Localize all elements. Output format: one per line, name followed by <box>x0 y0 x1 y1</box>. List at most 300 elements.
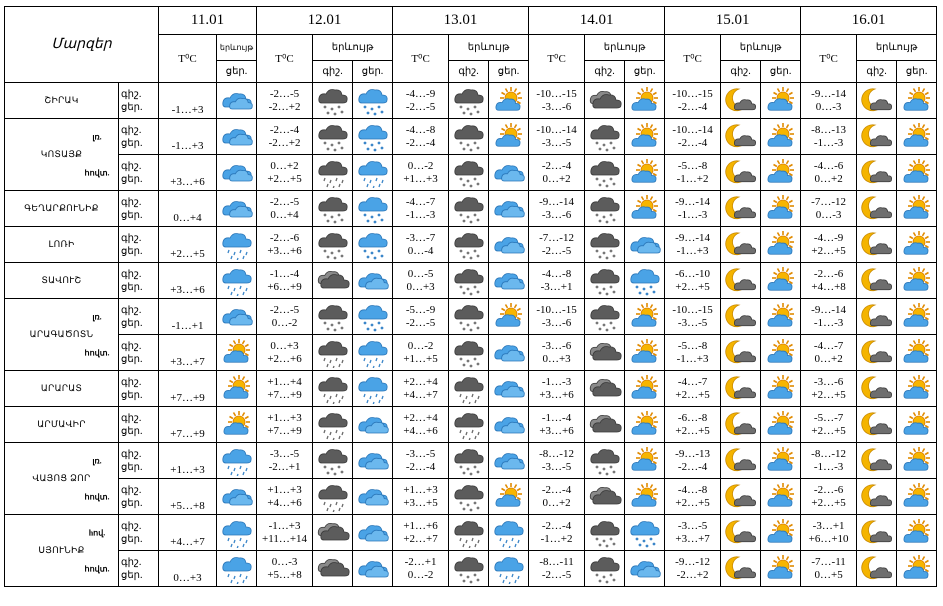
day-temp: -1…+3 <box>676 352 709 365</box>
moon-cloud-icon <box>857 479 897 515</box>
temperature-range <box>257 263 313 299</box>
temperature-range <box>801 479 857 515</box>
temperature-range <box>393 335 449 371</box>
day-temp: +2…+5 <box>675 388 710 401</box>
night-temp: 0…+3 <box>270 339 299 352</box>
region-name: ՇԻՐԱԿ <box>5 83 119 119</box>
night-label: գիշ. <box>449 61 489 83</box>
day-temp: 0…+3 <box>406 280 435 293</box>
night-temp: -8…-13 <box>811 123 846 136</box>
day-label: ցեր. <box>121 461 143 473</box>
temperature-range <box>801 155 857 191</box>
region-row <box>5 371 937 407</box>
cloud-snow-dark-icon <box>449 299 489 335</box>
temperature-day-11: -1…+1 <box>159 299 217 335</box>
phenomenon-header: երևույթ <box>857 35 937 61</box>
day-temp: 0…+2 <box>814 352 843 365</box>
cloud-rain-dark-icon <box>313 479 353 515</box>
night-temp: -8…-12 <box>539 447 574 460</box>
day-label: ցեր. <box>121 569 143 581</box>
temperature-range <box>257 299 313 335</box>
moon-cloud-icon <box>721 371 761 407</box>
cloud-rain-dark-icon <box>313 407 353 443</box>
day-temp: -1…-3 <box>677 208 708 221</box>
region-row <box>5 83 937 119</box>
temperature-day-11: +3…+7 <box>159 335 217 371</box>
temperature-range <box>665 83 721 119</box>
night-temp: -6…-10 <box>675 267 710 280</box>
day-temp: +4…+6 <box>267 496 302 509</box>
subregion-label: լռ. <box>92 456 102 465</box>
night-temp: -2…-5 <box>269 87 300 100</box>
night-temp: -7…-12 <box>811 195 846 208</box>
region-row <box>5 263 937 299</box>
temperature-day-11: +4…+7 <box>159 515 217 551</box>
sun-cloud-icon <box>897 299 937 335</box>
night-temp: -4…-8 <box>541 267 572 280</box>
cloud-icon <box>217 83 257 119</box>
temperature-range <box>665 263 721 299</box>
cloud-rain-icon <box>217 443 257 479</box>
sun-cloud-icon <box>897 227 937 263</box>
region-row <box>5 299 937 335</box>
cloud-snow-icon <box>625 263 665 299</box>
cloud-snow-dark-icon <box>585 227 625 263</box>
temperature-range <box>393 263 449 299</box>
region-name: ԱՐԱԳԱԾՈՏՆ <box>5 299 119 371</box>
night-label: գիշ. <box>121 520 142 532</box>
cloud-dark-icon <box>313 263 353 299</box>
day-temp: -3…-6 <box>541 208 572 221</box>
night-label: գիշ. <box>721 61 761 83</box>
night-temp: +1…+3 <box>267 483 302 496</box>
cloud-icon <box>489 155 529 191</box>
temperature-day-11: +2…+5 <box>159 227 217 263</box>
day-temp: -2…+2 <box>268 100 301 113</box>
date-header: 13.01 <box>393 7 529 35</box>
temperature-range <box>665 191 721 227</box>
cloud-snow-icon <box>353 299 393 335</box>
sun-cloud-icon <box>217 407 257 443</box>
temperature-range <box>801 551 857 587</box>
day-temp: +6…+9 <box>267 280 302 293</box>
phenomenon-header: երևույթ <box>585 35 665 61</box>
day-temp: +4…+7 <box>403 388 438 401</box>
sun-cloud-icon <box>625 407 665 443</box>
day-label: ցեր. <box>217 61 257 83</box>
moon-cloud-icon <box>857 155 897 191</box>
day-temp: -3…-5 <box>541 136 572 149</box>
moon-cloud-icon <box>857 551 897 587</box>
region-row <box>5 479 937 515</box>
day-label: ցեր. <box>489 61 529 83</box>
moon-cloud-icon <box>721 515 761 551</box>
forecast-table <box>4 6 937 587</box>
sun-cloud-icon <box>897 479 937 515</box>
day-temp: +1…+3 <box>403 172 438 185</box>
night-label: գիշ. <box>121 412 142 424</box>
day-temp: -2…-4 <box>677 460 708 473</box>
night-temp: -3…-5 <box>405 447 436 460</box>
night-temp: -3…-6 <box>541 339 572 352</box>
moon-cloud-icon <box>721 191 761 227</box>
night-temp: -3…-5 <box>677 519 708 532</box>
sun-cloud-icon <box>761 227 801 263</box>
period-labels <box>84 155 159 191</box>
date-header: 16.01 <box>801 7 937 35</box>
sun-cloud-icon <box>217 371 257 407</box>
temperature-range <box>257 515 313 551</box>
temperature-range <box>257 371 313 407</box>
night-label: գիշ. <box>585 61 625 83</box>
temperature-range <box>665 335 721 371</box>
cloud-snow-dark-icon <box>585 551 625 587</box>
temperature-range <box>393 551 449 587</box>
day-temp: -1…+2 <box>676 172 709 185</box>
temperature-day-11: 0…+3 <box>159 551 217 587</box>
temperature-range <box>801 443 857 479</box>
cloud-icon <box>217 119 257 155</box>
moon-cloud-icon <box>857 335 897 371</box>
cloud-icon <box>217 191 257 227</box>
sun-cloud-icon <box>625 155 665 191</box>
day-temp: 0…-3 <box>815 208 842 221</box>
temperature-day-11: +1…+3 <box>159 443 217 479</box>
night-temp: -8…-11 <box>539 555 574 568</box>
temp-header: T⁰C <box>159 35 217 83</box>
temp-header: T⁰C <box>801 35 857 83</box>
moon-cloud-icon <box>857 119 897 155</box>
sun-cloud-icon <box>625 83 665 119</box>
cloud-snow-dark-icon <box>585 263 625 299</box>
cloud-rain-icon <box>217 551 257 587</box>
period-labels <box>84 335 159 371</box>
night-label: գիշ. <box>121 376 142 388</box>
sun-cloud-icon <box>897 443 937 479</box>
temperature-range <box>665 371 721 407</box>
night-temp: +1…+3 <box>403 483 438 496</box>
sun-cloud-icon <box>897 119 937 155</box>
phenomenon-header: երևույթ <box>721 35 801 61</box>
cloud-rain-icon <box>217 227 257 263</box>
night-temp: -10…-15 <box>672 303 713 316</box>
night-label: գիշ. <box>121 268 142 280</box>
cloud-rain-icon <box>217 263 257 299</box>
cloud-dark-icon <box>313 515 353 551</box>
day-temp: +2…+7 <box>403 532 438 545</box>
temperature-range <box>665 443 721 479</box>
cloud-snow-dark-icon <box>313 443 353 479</box>
night-temp: -10…-15 <box>672 87 713 100</box>
day-temp: +2…+5 <box>811 244 846 257</box>
night-temp: -2…-5 <box>269 195 300 208</box>
region-row <box>5 443 937 479</box>
phenomenon-header: երևույթ <box>449 35 529 61</box>
cloud-snow-dark-icon <box>313 227 353 263</box>
day-temp: +3…+7 <box>675 532 710 545</box>
day-temp: -2…-5 <box>541 244 572 257</box>
temperature-day-11: -1…+3 <box>159 83 217 119</box>
period-labels <box>119 407 159 443</box>
night-temp: -9…-14 <box>811 87 846 100</box>
sun-cloud-icon <box>489 83 529 119</box>
cloud-icon <box>353 479 393 515</box>
night-temp: -1…-3 <box>541 375 572 388</box>
day-temp: -1…-3 <box>813 316 844 329</box>
temperature-range <box>393 155 449 191</box>
sun-cloud-icon <box>897 407 937 443</box>
day-label: ցեր. <box>121 173 143 185</box>
cloud-snow-dark-icon <box>449 155 489 191</box>
temperature-range <box>529 515 585 551</box>
moon-cloud-icon <box>721 443 761 479</box>
subregion-label: լռ. <box>92 312 102 321</box>
phenomenon-header: երևույթ <box>217 35 257 61</box>
temperature-range <box>801 515 857 551</box>
moon-cloud-icon <box>721 155 761 191</box>
temperature-range <box>801 407 857 443</box>
region-row <box>5 227 937 263</box>
cloud-icon <box>217 155 257 191</box>
moon-cloud-icon <box>857 191 897 227</box>
cloud-rain-icon <box>489 515 529 551</box>
temperature-range <box>665 479 721 515</box>
cloud-snow-icon <box>353 83 393 119</box>
night-temp: -9…-12 <box>675 555 710 568</box>
temperature-range <box>529 83 585 119</box>
night-temp: -10…-15 <box>536 303 577 316</box>
temperature-range <box>393 407 449 443</box>
period-labels <box>119 191 159 227</box>
cloud-icon <box>489 191 529 227</box>
date-header: 15.01 <box>665 7 801 35</box>
day-label: ցեր. <box>121 101 143 113</box>
day-temp: -3…-5 <box>677 316 708 329</box>
temperature-range <box>529 155 585 191</box>
night-temp: -2…-4 <box>269 123 300 136</box>
day-temp: +3…+5 <box>403 496 438 509</box>
moon-cloud-icon <box>721 551 761 587</box>
temperature-day-11: +7…+9 <box>159 371 217 407</box>
temperature-range <box>801 335 857 371</box>
day-temp: 0…+3 <box>542 352 571 365</box>
cloud-rain-dark-icon <box>449 515 489 551</box>
day-temp: +1…+5 <box>403 352 438 365</box>
night-temp: -6…-8 <box>677 411 708 424</box>
night-temp: 0…-2 <box>407 339 434 352</box>
cloud-rain-icon <box>353 371 393 407</box>
day-label: ցեր. <box>121 353 143 365</box>
sun-cloud-icon <box>625 191 665 227</box>
temperature-range <box>257 443 313 479</box>
night-temp: -4…-6 <box>813 159 844 172</box>
night-temp: 0…+2 <box>270 159 299 172</box>
night-label: գիշ. <box>121 124 142 136</box>
temperature-range <box>257 227 313 263</box>
cloud-rain-icon <box>217 515 257 551</box>
night-temp: 0…-2 <box>407 159 434 172</box>
region-row <box>5 551 937 587</box>
night-temp: -4…-9 <box>405 87 436 100</box>
day-temp: -3…-6 <box>541 100 572 113</box>
cloud-dark-icon <box>585 371 625 407</box>
sun-cloud-icon <box>761 191 801 227</box>
day-temp: -1…+3 <box>676 244 709 257</box>
cloud-snow-dark-icon <box>585 191 625 227</box>
night-temp: -3…+1 <box>812 519 845 532</box>
region-row <box>5 119 937 155</box>
night-temp: -8…-12 <box>811 447 846 460</box>
day-label: ցեր. <box>121 497 143 509</box>
moon-cloud-icon <box>721 227 761 263</box>
sun-cloud-icon <box>897 551 937 587</box>
sun-cloud-icon <box>761 155 801 191</box>
night-temp: -1…+3 <box>268 519 301 532</box>
temperature-range <box>393 479 449 515</box>
night-temp: -3…-7 <box>405 231 436 244</box>
night-temp: -4…-9 <box>813 231 844 244</box>
day-temp: +2…+5 <box>675 496 710 509</box>
moon-cloud-icon <box>721 299 761 335</box>
night-label: գիշ. <box>121 484 142 496</box>
temperature-range <box>665 299 721 335</box>
sun-cloud-icon <box>761 515 801 551</box>
subregion-label: հովտ. <box>84 492 110 501</box>
moon-cloud-icon <box>857 515 897 551</box>
cloud-icon <box>217 479 257 515</box>
day-label: ցեր. <box>625 61 665 83</box>
night-temp: -2…+1 <box>404 555 437 568</box>
day-temp: -2…-4 <box>405 460 436 473</box>
cloud-snow-dark-icon <box>449 335 489 371</box>
cloud-icon <box>353 407 393 443</box>
date-header: 12.01 <box>257 7 393 35</box>
temperature-range <box>393 371 449 407</box>
temperature-range <box>529 479 585 515</box>
moon-cloud-icon <box>721 335 761 371</box>
sun-cloud-icon <box>625 335 665 371</box>
temperature-range <box>393 83 449 119</box>
cloud-dark-icon <box>585 83 625 119</box>
sun-cloud-icon <box>489 119 529 155</box>
region-name: ԱՐՄԱՎԻՐ <box>5 407 119 443</box>
sun-cloud-icon <box>897 335 937 371</box>
night-label: գիշ. <box>121 160 142 172</box>
region-name: ԿՈՏԱՅՔ <box>5 119 119 191</box>
temperature-range <box>257 335 313 371</box>
cloud-icon <box>625 551 665 587</box>
moon-cloud-icon <box>721 407 761 443</box>
night-temp: -10…-14 <box>536 123 577 136</box>
moon-cloud-icon <box>721 479 761 515</box>
night-temp: -5…-8 <box>677 159 708 172</box>
sun-cloud-icon <box>761 551 801 587</box>
day-temp: -3…-5 <box>541 460 572 473</box>
sun-cloud-icon <box>489 479 529 515</box>
day-temp: +5…+8 <box>267 568 302 581</box>
night-label: գիշ. <box>857 61 897 83</box>
night-label: գիշ. <box>121 88 142 100</box>
sun-cloud-icon <box>761 479 801 515</box>
night-temp: -10…-15 <box>536 87 577 100</box>
day-temp: +2…+6 <box>267 352 302 365</box>
cloud-icon <box>489 371 529 407</box>
cloud-snow-dark-icon <box>449 119 489 155</box>
day-label: ցեր. <box>121 137 143 149</box>
day-temp: +3…+6 <box>267 244 302 257</box>
day-temp: +4…+6 <box>403 424 438 437</box>
day-temp: -2…-5 <box>405 316 436 329</box>
night-label: գիշ. <box>121 196 142 208</box>
night-temp: 0…-3 <box>271 555 298 568</box>
temperature-range <box>801 119 857 155</box>
day-temp: 0…+2 <box>542 172 571 185</box>
moon-cloud-icon <box>857 371 897 407</box>
temperature-range <box>393 299 449 335</box>
night-temp: -9…-14 <box>811 303 846 316</box>
night-temp: -2…-5 <box>269 303 300 316</box>
day-temp: +11…+14 <box>262 532 308 545</box>
day-temp: +2…+5 <box>811 424 846 437</box>
temperature-range <box>801 227 857 263</box>
temperature-day-11: +5…+8 <box>159 479 217 515</box>
day-temp: -2…-4 <box>677 100 708 113</box>
temperature-range <box>257 551 313 587</box>
sun-cloud-icon <box>897 515 937 551</box>
day-temp: -2…-4 <box>677 136 708 149</box>
day-temp: -2…+2 <box>676 568 709 581</box>
sun-cloud-icon <box>489 299 529 335</box>
cloud-snow-dark-icon <box>449 479 489 515</box>
night-temp: -4…-8 <box>405 123 436 136</box>
night-temp: +2…+4 <box>403 375 438 388</box>
cloud-snow-dark-icon <box>449 263 489 299</box>
day-temp: -2…-5 <box>405 100 436 113</box>
cloud-snow-icon <box>353 119 393 155</box>
sun-cloud-icon <box>761 299 801 335</box>
cloud-snow-dark-icon <box>449 83 489 119</box>
subregion-label: hով. <box>88 528 106 537</box>
temperature-range <box>801 263 857 299</box>
cloud-snow-dark-icon <box>449 227 489 263</box>
sun-cloud-icon <box>761 119 801 155</box>
night-temp: -3…-6 <box>813 375 844 388</box>
day-label: ցեր. <box>897 61 937 83</box>
temperature-range <box>665 119 721 155</box>
day-temp: 0…-2 <box>407 568 434 581</box>
moon-cloud-icon <box>857 299 897 335</box>
cloud-rain-dark-icon <box>313 155 353 191</box>
temperature-range <box>529 299 585 335</box>
night-temp: -9…-14 <box>675 231 710 244</box>
night-label: գիշ. <box>313 61 353 83</box>
sun-cloud-icon <box>897 371 937 407</box>
day-temp: +2…+5 <box>675 280 710 293</box>
temperature-range <box>801 299 857 335</box>
day-label: ցեր. <box>121 533 143 545</box>
sun-cloud-icon <box>761 371 801 407</box>
temperature-range <box>665 551 721 587</box>
cloud-icon <box>489 263 529 299</box>
sun-cloud-icon <box>625 119 665 155</box>
region-name: ՏԱՎՈՒՇ <box>5 263 119 299</box>
temperature-range <box>529 407 585 443</box>
region-row <box>5 191 937 227</box>
cloud-icon <box>353 515 393 551</box>
temperature-range <box>529 227 585 263</box>
cloud-rain-dark-icon <box>449 407 489 443</box>
temp-header: T⁰C <box>665 35 721 83</box>
